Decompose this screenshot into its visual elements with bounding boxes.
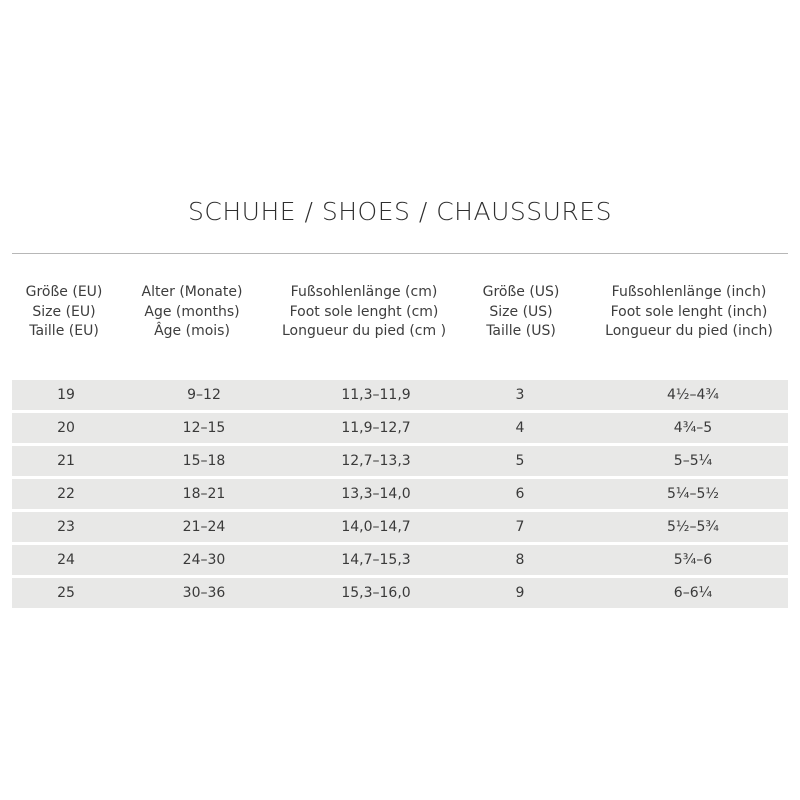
cell-age: 12–15 <box>182 420 226 436</box>
header-size-eu <box>8 283 120 342</box>
header-line: Size (EU) <box>32 303 96 320</box>
cell-size-eu: 23 <box>57 519 75 535</box>
cell-foot-length-cm: 13,3–14,0 <box>341 486 411 502</box>
header-line: Fußsohlenlänge (cm) <box>290 284 438 300</box>
page-title: SCHUHE / SHOES / CHAUSSURES <box>188 197 612 226</box>
table-row <box>12 479 788 509</box>
header-size-us <box>470 283 572 342</box>
cell-size-us: 8 <box>515 552 525 568</box>
header-line: Taille (EU) <box>29 323 99 339</box>
table-row <box>12 545 788 575</box>
cell-age: 18–21 <box>182 486 226 502</box>
cell-size-us: 9 <box>515 585 525 601</box>
cell-size-eu: 22 <box>57 486 75 502</box>
cell-foot-length-inch: 4¾–5 <box>673 420 713 436</box>
cell-age: 21–24 <box>182 519 226 535</box>
header-line: Longueur du pied (cm ) <box>281 323 447 339</box>
cell-foot-length-cm: 15,3–16,0 <box>341 585 411 601</box>
table-row <box>12 578 788 608</box>
cell-size-us: 6 <box>515 486 525 502</box>
table-row <box>12 446 788 476</box>
table-header <box>0 283 800 349</box>
cell-size-us: 3 <box>515 387 525 403</box>
header-line: Longueur du pied (inch) <box>605 323 773 339</box>
cell-foot-length-inch: 5–5¼ <box>673 453 713 469</box>
cell-age: 30–36 <box>182 585 226 601</box>
cell-foot-length-cm: 11,3–11,9 <box>341 387 411 403</box>
cell-foot-length-inch: 4½–4¾ <box>667 387 719 403</box>
header-line: Âge (mois) <box>154 323 230 339</box>
cell-size-eu: 21 <box>57 453 75 469</box>
cell-foot-length-inch: 5¼–5½ <box>667 486 719 502</box>
cell-age: 9–12 <box>187 387 221 403</box>
cell-size-eu: 25 <box>57 585 75 601</box>
header-line: Size (US) <box>489 303 553 320</box>
header-line: Foot sole lenght (cm) <box>289 303 439 320</box>
header-age <box>126 283 258 342</box>
cell-age: 15–18 <box>182 453 226 469</box>
header-line: Foot sole lenght (inch) <box>610 303 768 320</box>
cell-size-eu: 20 <box>57 420 75 436</box>
cell-size-eu: 19 <box>57 387 75 403</box>
cell-age: 24–30 <box>182 552 226 568</box>
header-line: Age (months) <box>144 303 240 320</box>
cell-size-eu: 24 <box>57 552 75 568</box>
cell-foot-length-cm: 11,9–12,7 <box>341 420 411 436</box>
header-line: Größe (EU) <box>25 284 103 300</box>
size-table-body <box>12 380 788 611</box>
header-foot-length-cm <box>262 283 466 342</box>
cell-size-us: 7 <box>515 519 525 535</box>
cell-foot-length-inch: 5½–5¾ <box>667 519 719 535</box>
header-line: Taille (US) <box>486 323 556 339</box>
cell-foot-length-inch: 6–6¼ <box>673 585 713 601</box>
table-row <box>12 512 788 542</box>
cell-size-us: 4 <box>515 420 525 436</box>
cell-foot-length-cm: 14,7–15,3 <box>341 552 411 568</box>
table-row <box>12 413 788 443</box>
cell-foot-length-cm: 12,7–13,3 <box>341 453 411 469</box>
header-line: Alter (Monate) <box>141 284 243 300</box>
header-line: Fußsohlenlänge (inch) <box>611 284 767 300</box>
cell-foot-length-inch: 5¾–6 <box>673 552 713 568</box>
header-foot-length-inch <box>586 283 792 342</box>
title-divider <box>12 253 788 254</box>
cell-foot-length-cm: 14,0–14,7 <box>341 519 411 535</box>
table-row <box>12 380 788 410</box>
header-line: Größe (US) <box>482 284 560 300</box>
cell-size-us: 5 <box>515 453 525 469</box>
